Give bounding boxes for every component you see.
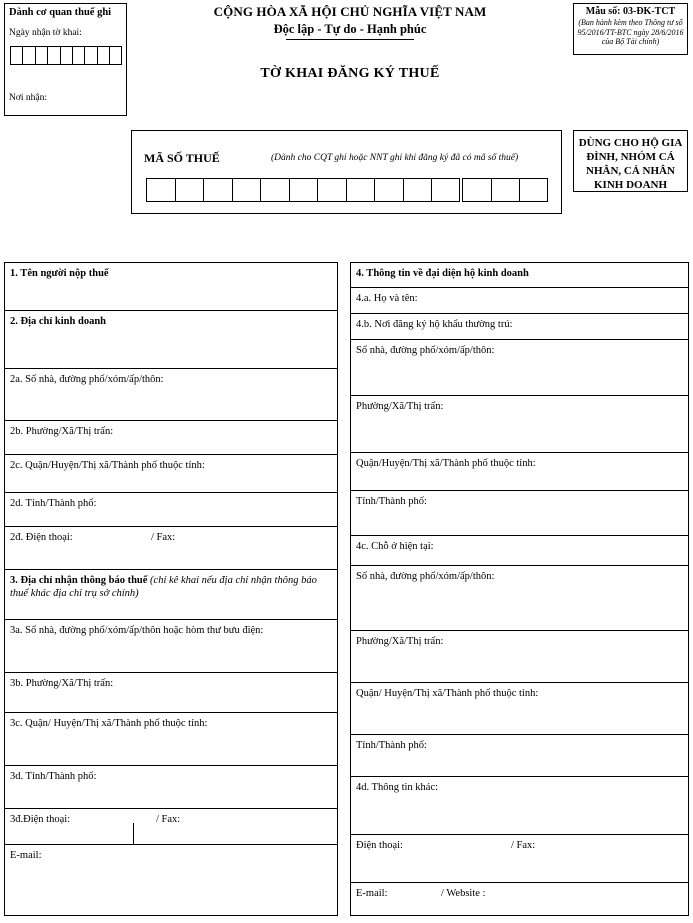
field-taxpayer-name[interactable]	[5, 263, 337, 311]
date-cell[interactable]	[97, 46, 109, 65]
field-label: E-mail:	[10, 850, 42, 861]
tax-code-note: (Dành cho CQT ghi hoặc NNT ghi khi đăng ký đã có mã số thuế)	[271, 153, 519, 163]
form-code-box	[573, 3, 688, 55]
field-notice-address[interactable]	[5, 570, 337, 620]
field-label: Tỉnh/Thành phố:	[356, 740, 427, 751]
field-label: 2b. Phường/Xã/Thị trấn:	[10, 426, 114, 437]
tax-code-label: MÃ SỐ THUẾ	[144, 151, 220, 165]
field-2b-ward[interactable]	[5, 421, 337, 455]
form-legal-note: (Ban hành kèm theo Thông tư số 95/2016/TT-BTC ngày 28/6/2016 của Bộ Tài chính)	[577, 18, 684, 46]
date-cell[interactable]	[47, 46, 59, 65]
field-2a-street[interactable]	[5, 369, 337, 421]
heading-divider	[286, 39, 414, 40]
field-4b-ward[interactable]	[351, 396, 688, 453]
date-cell[interactable]	[84, 46, 96, 65]
field-4c-ward[interactable]	[351, 631, 688, 683]
field-label: Phường/Xã/Thị trấn:	[356, 636, 444, 647]
field-3-email[interactable]	[5, 845, 337, 881]
field-label: 3. Địa chỉ nhận thông báo thuế	[10, 575, 148, 586]
country-name: CỘNG HÒA XÃ HỘI CHỦ NGHĨA VIỆT NAM	[213, 4, 487, 19]
field-3e-phone[interactable]	[5, 809, 337, 845]
field-label: 3a. Số nhà, đường phố/xóm/ấp/thôn hoặc hòm thư bưu điện:	[10, 625, 264, 636]
field-label: 2. Địa chỉ kinh doanh	[10, 316, 106, 327]
field-fax-label: / Fax:	[511, 840, 536, 851]
field-label: E-mail:	[356, 888, 388, 899]
national-heading	[150, 4, 550, 82]
field-4d-other-info[interactable]	[351, 777, 688, 835]
field-label: 1. Tên người nộp thuế	[10, 268, 109, 279]
field-label: Tỉnh/Thành phố:	[356, 496, 427, 507]
field-website-label: / Website :	[441, 888, 486, 899]
cell-divider	[133, 823, 134, 845]
right-column	[350, 262, 689, 916]
tax-code-cell[interactable]	[232, 178, 261, 202]
date-cell[interactable]	[22, 46, 34, 65]
field-label: 4.a. Họ và tên:	[356, 293, 418, 304]
tax-code-cell[interactable]	[146, 178, 175, 202]
field-label: 2a. Số nhà, đường phố/xóm/ấp/thôn:	[10, 374, 164, 385]
tax-code-cell[interactable]	[317, 178, 346, 202]
field-3b-ward[interactable]	[5, 673, 337, 713]
tax-code-cell[interactable]	[260, 178, 289, 202]
field-label: 2d. Tỉnh/Thành phố:	[10, 498, 97, 509]
field-4d-email[interactable]	[351, 883, 688, 923]
tax-code-sub-cell[interactable]	[462, 178, 491, 202]
date-cell[interactable]	[60, 46, 72, 65]
tax-authority-title: Dành cơ quan thuế ghi	[9, 7, 112, 18]
date-cell[interactable]	[72, 46, 84, 65]
field-label: 2đ. Điện thoại:	[10, 532, 73, 543]
tax-code-cell[interactable]	[346, 178, 375, 202]
field-4b-district[interactable]	[351, 453, 688, 491]
recipient-label: Nơi nhận:	[9, 93, 48, 103]
tax-code-cells-main[interactable]	[146, 178, 460, 202]
received-date-label: Ngày nhận tờ khai:	[9, 28, 82, 38]
tax-code-cell[interactable]	[203, 178, 232, 202]
field-4c-province[interactable]	[351, 735, 688, 777]
field-2e-phone[interactable]	[5, 527, 337, 570]
field-label: 3b. Phường/Xã/Thị trấn:	[10, 678, 114, 689]
field-label: 4. Thông tin về đại diện hộ kinh doanh	[356, 268, 529, 279]
field-label: Số nhà, đường phố/xóm/ấp/thôn:	[356, 571, 495, 582]
field-label: 4.b. Nơi đăng ký hộ khẩu thường trú:	[356, 319, 513, 330]
field-3c-district[interactable]	[5, 713, 337, 766]
date-cell[interactable]	[109, 46, 121, 65]
field-label: Phường/Xã/Thị trấn:	[356, 401, 444, 412]
field-label: Số nhà, đường phố/xóm/ấp/thôn:	[356, 345, 495, 356]
field-representative-info[interactable]	[351, 263, 688, 288]
date-cell[interactable]	[35, 46, 47, 65]
field-4d-phone[interactable]	[351, 835, 688, 883]
field-4b-province[interactable]	[351, 491, 688, 536]
field-2d-province[interactable]	[5, 493, 337, 527]
tax-code-cell[interactable]	[403, 178, 432, 202]
field-label: 4c. Chỗ ở hiện tại:	[356, 541, 434, 552]
tax-code-cell[interactable]	[431, 178, 460, 202]
received-date-cells[interactable]	[10, 46, 122, 65]
field-fax-label: / Fax:	[151, 532, 176, 543]
field-4c-street[interactable]	[351, 566, 688, 631]
date-cell[interactable]	[10, 46, 22, 65]
tax-code-cells-sub[interactable]	[462, 178, 548, 202]
household-usage-box: DÙNG CHO HỘ GIA ĐÌNH, NHÓM CÁ NHÂN, CÁ NHÂN KINH DOANH	[573, 130, 688, 192]
document-header	[0, 0, 693, 120]
field-3d-province[interactable]	[5, 766, 337, 809]
country-motto: Độc lập - Tự do - Hạnh phúc	[273, 22, 427, 36]
form-code: Mẫu số: 03-ĐK-TCT	[585, 6, 676, 17]
field-label: 3đ.Điện thoại:	[10, 814, 71, 825]
field-fax-label: / Fax:	[156, 814, 181, 825]
field-3a-street[interactable]	[5, 620, 337, 673]
field-4a-fullname[interactable]	[351, 288, 688, 314]
field-4c-district[interactable]	[351, 683, 688, 735]
field-label: Quận/Huyện/Thị xã/Thành phố thuộc tỉnh:	[356, 458, 536, 469]
page-title: TỜ KHAI ĐĂNG KÝ THUẾ	[260, 66, 440, 81]
tax-code-sub-cell[interactable]	[491, 178, 520, 202]
field-label: Điện thoại:	[356, 840, 403, 851]
field-label: 2c. Quận/Huyện/Thị xã/Thành phố thuộc tỉnh:	[10, 460, 205, 471]
field-label: 3d. Tỉnh/Thành phố:	[10, 771, 97, 782]
field-4c-current-residence[interactable]	[351, 536, 688, 566]
field-label: 3c. Quận/ Huyện/Thị xã/Thành phố thuộc tỉnh:	[10, 718, 208, 729]
field-4b-registered-residence[interactable]	[351, 314, 688, 340]
tax-code-box	[131, 130, 562, 214]
field-2c-district[interactable]	[5, 455, 337, 493]
field-note: (chỉ kê khai nếu địa chỉ nhận thông báo thuế khác địa chỉ trụ sở chính)	[10, 575, 317, 599]
left-column	[4, 262, 338, 916]
tax-code-sub-cell[interactable]	[519, 178, 548, 202]
field-label: 4d. Thông tin khác:	[356, 782, 439, 793]
field-business-address[interactable]	[5, 311, 337, 369]
tax-authority-box	[4, 3, 127, 116]
tax-code-cell[interactable]	[175, 178, 204, 202]
tax-code-cell[interactable]	[374, 178, 403, 202]
field-4b-street[interactable]	[351, 340, 688, 396]
tax-code-cell[interactable]	[289, 178, 318, 202]
field-label: Quận/ Huyện/Thị xã/Thành phố thuộc tỉnh:	[356, 688, 539, 699]
